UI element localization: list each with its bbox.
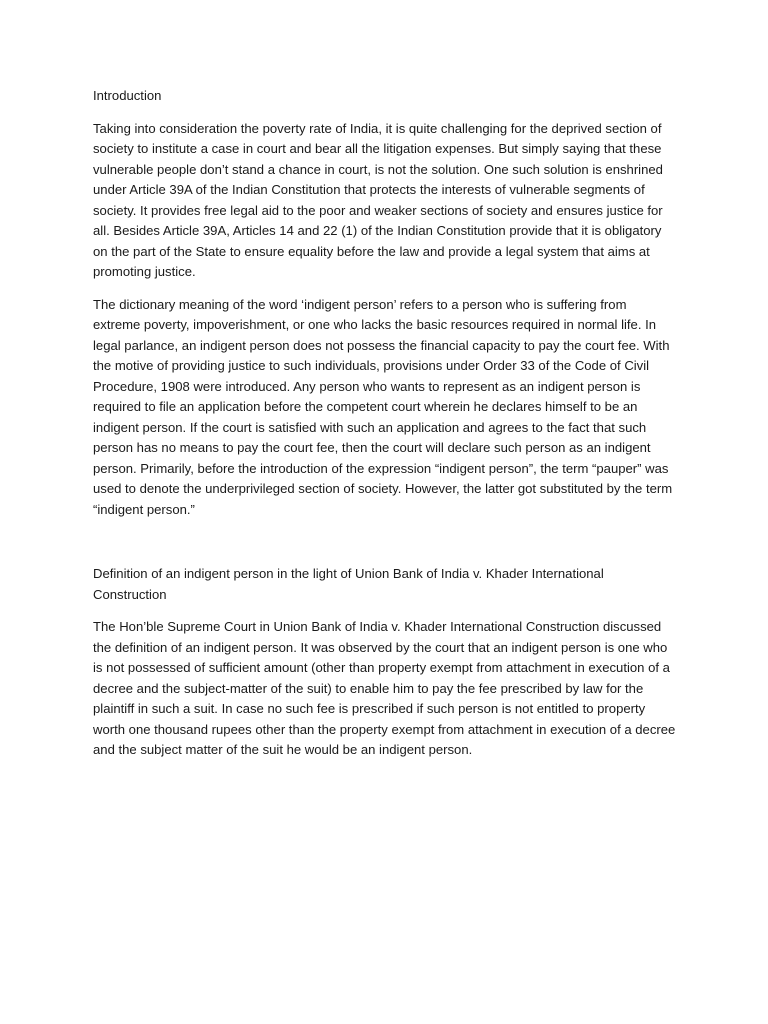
intro-paragraph-1: Taking into consideration the poverty rate of India, it is quite challenging for the deprived section of society to institute a case in court and bear all the litigation expenses. But simply saying that these vulnerable people don’t stand a chance in court, is not the solution. One such solution is enshrined under Article 39A of the Indian Constitution that protects the interests of vulnerable segments of society. It provides free legal aid to the poor and weaker sections of society and ensures justice for all. Besides Article 39A, Articles 14 and 22 (1) of the Indian Constitution provide that it is obligatory on the part of the State to ensure equality before the law and provide a legal system that aims at promoting justice.: [93, 120, 663, 279]
section-heading-definition: Definition of an indigent person in the light of Union Bank of India v. Khader International Construction: [93, 566, 604, 602]
section-heading-introduction: Introduction: [93, 88, 162, 103]
document-page: [93, 86, 677, 773]
definition-paragraph-1: The Hon’ble Supreme Court in Union Bank of India v. Khader International Construction discussed the definition of an indigent person. It was observed by the court that an indigent person is one who is not possessed of sufficient amount (other than property exempt from attachment in execution of a decree and the subject-matter of the suit) to enable him to pay the fee prescribed by law for the plaintiff in such a suit. In case no such fee is prescribed if such person is not entitled to property worth one thousand rupees other than the property exempt from attachment in execution of a decree and the subject matter of the suit he would be an indigent person.: [93, 619, 676, 757]
intro-paragraph-2: The dictionary meaning of the word ‘indigent person’ refers to a person who is suffering from extreme poverty, impoverishment, or one who lacks the basic resources required in normal life. In legal parlance, an indigent person does not possess the financial capacity to pay the court fee. With the motive of providing justice to such individuals, provisions under Order 33 of the Code of Civil Procedure, 1908 were introduced. Any person who wants to represent as an indigent person is required to file an application before the competent court wherein he declares himself to be an indigent person. If the court is satisfied with such an application and agrees to the fact that such person has no means to pay the court fee, then the court will declare such person as an indigent person. Primarily, before the introduction of the expression “indigent person”, the term “pauper” was used to denote the underprivileged section of society. However, the latter got substituted by the term “indigent person.”: [93, 296, 673, 517]
section-spacer: [93, 532, 677, 564]
